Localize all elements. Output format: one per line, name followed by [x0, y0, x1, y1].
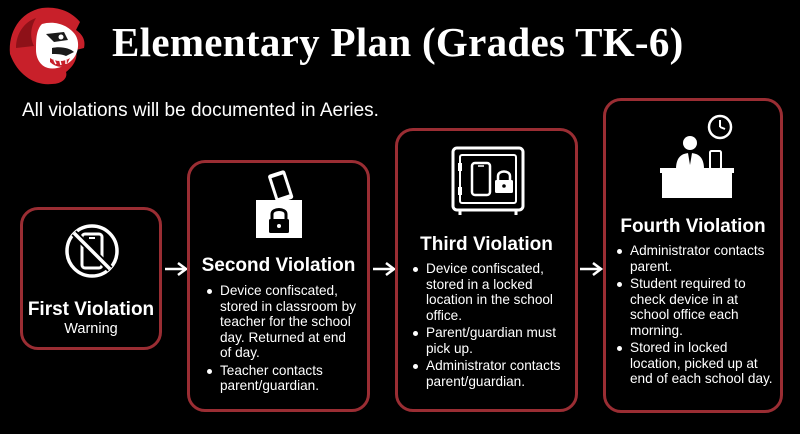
step-title: Second Violation: [201, 255, 356, 276]
second-violation-card: [187, 160, 370, 412]
step-subtitle: Warning: [64, 321, 118, 337]
page-title: Elementary Plan (Grades TK-6): [112, 19, 684, 65]
list-item: Administrator contacts parent/guardian.: [410, 358, 569, 389]
list-item: Parent/guardian must pick up.: [410, 325, 569, 356]
step-title: First Violation: [27, 299, 155, 320]
lion-logo: [6, 4, 92, 86]
third-violation-card: [395, 128, 578, 412]
step-items: [204, 283, 361, 394]
fourth-violation-card: [603, 98, 783, 413]
list-item: Student required to check device in at school office each morning.: [614, 276, 776, 338]
no-phone-icon: [63, 222, 121, 280]
administrator-desk-icon: [656, 113, 736, 203]
step-items: [410, 261, 569, 389]
step-items: [614, 243, 776, 387]
phone-in-locked-box-icon: [250, 170, 308, 240]
arrow-right-icon: [164, 262, 188, 276]
phone-in-safe-icon: [450, 145, 526, 217]
arrow-right-icon: [372, 262, 396, 276]
list-item: Device confiscated, stored in a locked location in the school office.: [410, 261, 569, 323]
page-subtitle: All violations will be documented in Aeries.: [22, 100, 379, 121]
list-item: Administrator contacts parent.: [614, 243, 776, 274]
arrow-right-icon: [579, 262, 603, 276]
step-title: Fourth Violation: [620, 216, 766, 237]
list-item: Device confiscated, stored in classroom by teacher for the school day. Returned at end of day.: [204, 283, 361, 361]
first-violation-card: [20, 207, 162, 350]
list-item: Stored in locked location, picked up at end of each school day.: [614, 340, 776, 387]
step-title: Third Violation: [420, 234, 553, 255]
list-item: Teacher contacts parent/guardian.: [204, 363, 361, 394]
